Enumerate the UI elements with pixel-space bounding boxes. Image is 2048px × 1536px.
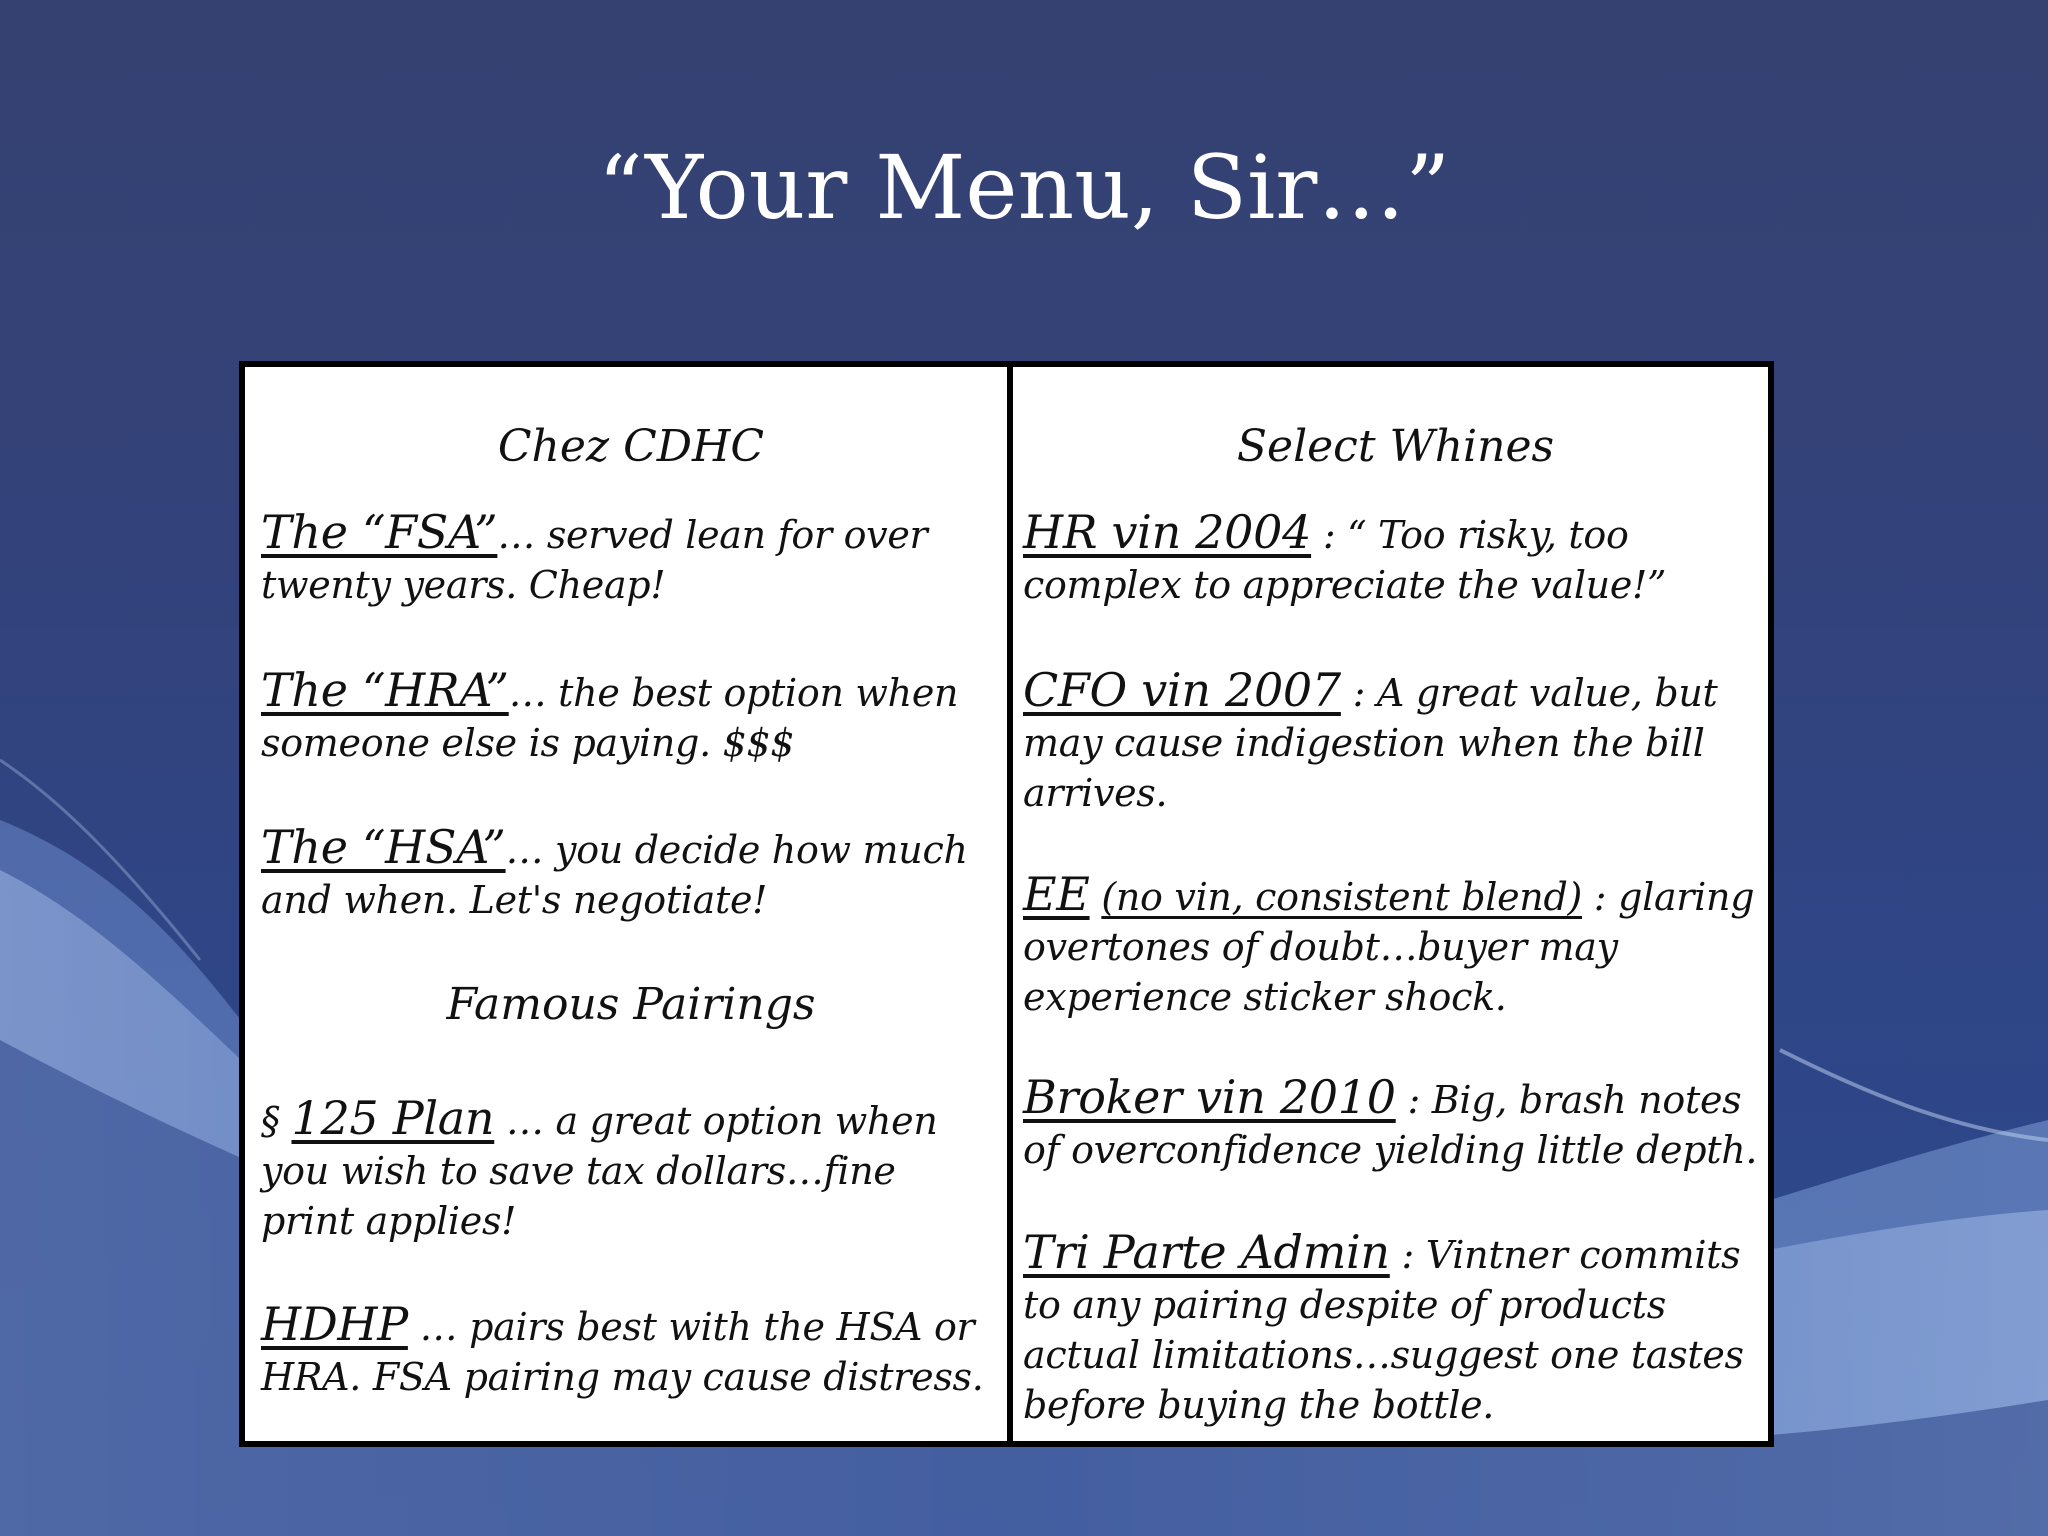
- right-column: [1023, 367, 1768, 1441]
- section-symbol: §: [261, 1099, 292, 1143]
- menu-entry-hra: [261, 665, 1001, 768]
- pairing-entry-hdhp: [261, 1299, 1007, 1402]
- whine-entry-hr-name: HR vin 2004: [1023, 505, 1312, 559]
- left-column: [261, 367, 1001, 1441]
- whine-entry-tri-parte: [1023, 1227, 1768, 1430]
- whine-entry-ee-subtitle: (no vin, consistent blend): [1101, 875, 1583, 919]
- whine-entry-broker-desc: : Big, brash notes of overconfidence yielding little depth.: [1023, 1078, 1758, 1172]
- whine-entry-broker: [1023, 1072, 1768, 1175]
- whine-entry-cfo: [1023, 665, 1743, 818]
- pairing-entry-125-plan-desc: … a great option when you wish to save tax dollars…fine print applies!: [261, 1099, 938, 1243]
- whine-entry-broker-name: Broker vin 2010: [1023, 1070, 1396, 1124]
- menu-entry-hsa-name: The “HSA”: [261, 820, 506, 874]
- whine-entry-ee: [1023, 869, 1768, 1022]
- whine-entry-cfo-desc: : A great value, but may cause indigestion when the bill arrives.: [1023, 671, 1718, 815]
- pairing-entry-125-plan-name: 125 Plan: [291, 1091, 495, 1145]
- menu-entry-hra-desc: … the best option when someone else is paying. $$$: [261, 671, 959, 765]
- menu-card: [239, 361, 1774, 1447]
- whine-entry-ee-name: EE: [1023, 867, 1090, 921]
- famous-pairings-heading: Famous Pairings: [446, 979, 816, 1030]
- menu-entry-hra-name: The “HRA”: [261, 663, 509, 717]
- select-whines-heading: Select Whines: [1236, 421, 1555, 472]
- whine-entry-tri-parte-desc: : Vintner commits to any pairing despite of products actual limitations…suggest one tastes before buying the bottle.: [1023, 1233, 1744, 1427]
- column-divider: [1007, 367, 1013, 1441]
- menu-entry-hsa: [261, 822, 1001, 925]
- whine-entry-ee-desc: : glaring overtones of doubt…buyer may experience sticker shock.: [1023, 875, 1755, 1019]
- whine-entry-hr-desc: : “ Too risky, too complex to appreciate the value!”: [1023, 513, 1667, 607]
- menu-entry-hsa-desc: … you decide how much and when. Let's negotiate!: [261, 828, 968, 922]
- menu-entry-fsa: [261, 507, 973, 610]
- whine-entry-hr: [1023, 507, 1743, 610]
- pairing-entry-hdhp-name: HDHP: [261, 1297, 408, 1351]
- whine-entry-cfo-name: CFO vin 2007: [1023, 663, 1341, 717]
- pairing-entry-125-plan: [261, 1093, 973, 1246]
- pairing-entry-hdhp-desc: … pairs best with the HSA or HRA. FSA pairing may cause distress.: [261, 1305, 984, 1399]
- slide-title: “Your Menu, Sir…”: [597, 136, 1451, 239]
- menu-entry-fsa-desc: … served lean for over twenty years. Cheap!: [261, 513, 928, 607]
- whine-entry-tri-parte-name: Tri Parte Admin: [1023, 1225, 1390, 1279]
- chez-cdhc-heading: Chez CDHC: [497, 421, 765, 472]
- menu-entry-fsa-name: The “FSA”: [261, 505, 498, 559]
